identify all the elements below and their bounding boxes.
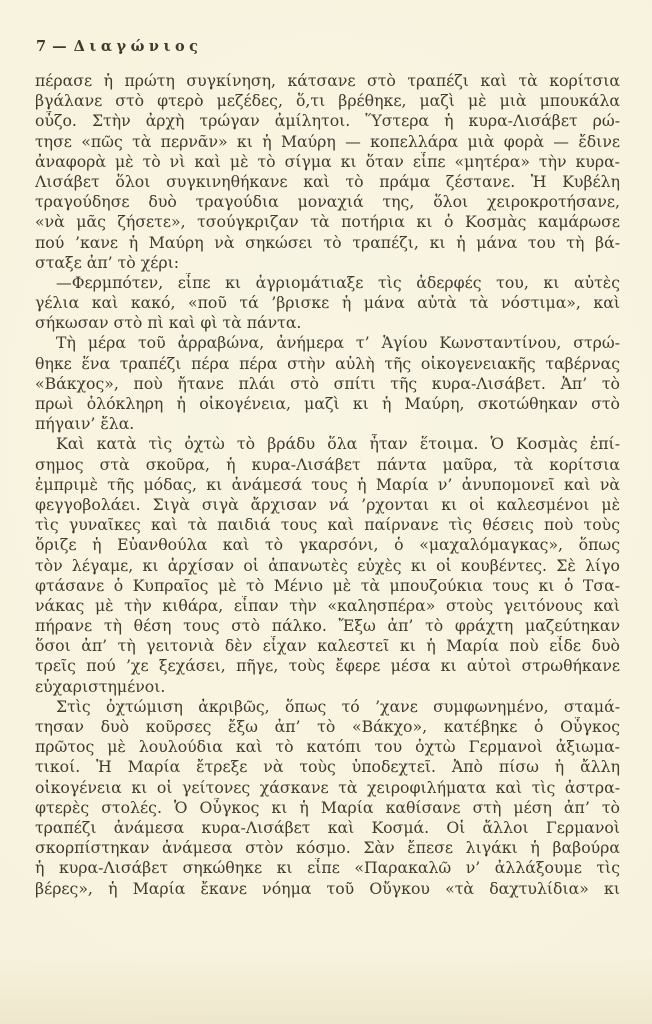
text-line: ἀναφορὰ μὲ τὸ νὶ καὶ μὲ τὸ σίγμα κι ὅταν εἶπε «μητέρα» τὴν κυρα- [35, 151, 620, 171]
text-line: πέρασε ἡ πρώτη συγκίνηση, κάτσανε στὸ τραπέζι καὶ τὰ κορίτσια [35, 71, 620, 90]
text-line: πήρανε τὴ θέση τους στὸ πάλκο. Ἔξω ἀπ’ τὸ φράχτη μαζεύτηκαν [35, 616, 620, 636]
text-line: ὅριζε ἡ Εὐανθούλα καὶ τὸ γκαρσόνι, ὁ «μαχαλόμαγκας», ὅπως [35, 535, 620, 555]
text-line: Στὶς ὀχτώμιση ἀκριβῶς, ὅπως τό ’χανε συμφωνημένο, σταμά- [56, 696, 620, 716]
text-line: ἐμπριμὲ τῆς μόδας, κι ἀνάμεσά τους ἡ Μαρία ν’ ἀνυπομονεῖ καὶ νὰ [35, 474, 620, 494]
text-line: «νὰ μᾶς ζήσετε», τσούγκριζαν τὰ ποτήρια κι ὁ Κοσμὰς καμάρωσε [35, 212, 620, 232]
text-line: σταξε ἀπ’ τὸ χέρι: [35, 252, 180, 272]
text-line: νάκας μὲ τὴν κιθάρα, εἶπαν τὴν «καλησπέρα» στοὺς γειτόνους καὶ [35, 595, 620, 615]
text-line: Τὴ μέρα τοῦ ἀρραβώνα, ἀνήμερα τ’ Ἁγίου Κωνσταντίνου, στρώ- [56, 333, 620, 353]
text-line: πού ’κανε ἡ Μαύρη νὰ σηκώσει τὸ τραπέζι, κι ἡ μάνα του τὴ βά- [35, 232, 620, 252]
text-line: ἡ κυρα-Λισάβετ σηκώθηκε κι εἶπε «Παρακαλῶ ν’ ἀλλάξουμε τὶς [35, 858, 620, 878]
text-line: «Βάκχος», ποὺ ἤτανε πλάι στὸ σπίτι τῆς κυρα-Λισάβετ. Ἀπ’ τὸ [35, 373, 620, 393]
header-dash: — [52, 38, 68, 55]
running-head [36, 38, 202, 55]
text-line: τησαν δυὸ κοῦρσες ἔξω ἀπ’ τὸ «Βάκχο», κατέβηκε ὁ Οὖγκος [35, 717, 620, 736]
text-line: τὸν λέγαμε, κι ἀρχίσαν οἱ ἀπανωτὲς εὐχὲς κι οἱ κουβέντες. Σὲ λίγο [35, 555, 620, 575]
text-line: οἰκογένεια κι οἱ γείτονες χάσκανε τὰ χειροφιλήματα καὶ τὶς ἀστρα- [35, 777, 620, 797]
text-line: βγάλανε στὸ φτερὸ μεζέδες, ὅ,τι βρέθηκε, μαζὶ μὲ μιὰ μπουκάλα [35, 91, 620, 111]
text-line: θηκε ἕνα τραπέζι πέρα πέρα στὴν αὐλὴ τῆς οἰκογενειακῆς ταβέρνας [35, 353, 620, 373]
text-line: τραπέζι ἀνάμεσα κυρα-Λισάβετ καὶ Κοσμά. Οἱ ἄλλοι Γερμανοὶ [35, 817, 620, 837]
text-line: φεγγοβολάει. Σιγὰ σιγὰ ἄρχισαν νά ’ρχονται κι οἱ καλεσμένοι μὲ [35, 494, 620, 514]
text-line: οὖζο. Στὴν ἀρχὴ τρώγαν ἀμίλητοι. Ὕστερα ἡ κυρα-Λισάβετ ρώ- [35, 111, 620, 131]
text-line: φτάσανε ὁ Κυπραῖος μὲ τὸ Μένιο μὲ τὰ μπουζούκια τους κι ὁ Τσα- [35, 575, 620, 595]
text-line: τρεῖς πού ’χε ξεχάσει, πῆγε, τοὺς ἔφερε μέσα κι αὐτοὶ στρωθήκανε [35, 656, 620, 676]
text-line: εὐχαριστημένοι. [35, 676, 166, 696]
text-line: πρῶτος μὲ λουλούδια καὶ τὸ κατόπι του ὀχτὼ Γερμανοὶ ἀξιωμα- [35, 737, 620, 757]
text-line: τησε «πῶς τὰ περνᾶν» κι ἡ Μαύρη — κοπελλάρα μιὰ φορὰ — ἔδινε [35, 131, 620, 151]
text-line: Λισάβετ ὅλοι συγκινηθήκανε καὶ τὸ πράμα ζέστανε. Ἡ Κυβέλη [35, 171, 620, 191]
text-line: πήγαιν’ ἔλα. [35, 414, 135, 434]
text-line: —Φερμπότεν, εἶπε κι ἀγριομάτιαξε τὶς ἀδερφές του, κι αὐτὲς [56, 272, 620, 292]
text-line: Καὶ κατὰ τὶς ὀχτὼ τὸ βράδυ ὅλα ἦταν ἕτοιμα. Ὁ Κοσμὰς ἐπί- [56, 434, 620, 454]
text-line: σήκωσαν στὸ πὶ καὶ φὶ τὰ πάντα. [35, 313, 302, 333]
text-line: σημος στὰ σκοῦρα, ἡ κυρα-Λισάβετ πάντα μαῦρα, τὰ κορίτσια [35, 454, 620, 474]
journal-title: Διαγώνιος [73, 38, 203, 55]
text-line: φτερὲς στολές. Ὁ Οὖγκος κι ἡ Μαρία καθίσανε στὴ μέση ἀπ’ τὸ [35, 797, 620, 817]
text-line: σκορπίστηκαν ἀνάμεσα στὸν κόσμο. Σὰν ἔπεσε λιγάκι ἡ βαβούρα [35, 838, 620, 858]
text-line: βέρες», ἡ Μαρία ἔκανε νόημα τοῦ Οὔγκου «τὰ δαχτυλίδια» κι [35, 878, 620, 898]
page-body [35, 71, 620, 899]
text-line: τραγούδησε δυὸ τραγούδια μοναχιά της, ὅλοι χειροκροτήσανε, [35, 192, 620, 212]
text-line: γέλια καὶ κακό, «ποῦ τά ’βρισκε ἡ μάνα αὐτὰ τὰ νόστιμα», καὶ [35, 293, 620, 313]
page-number: 7 [36, 38, 48, 55]
text-line: πρωὶ ὁλόκληρη ἡ οἰκογένεια, μαζὶ κι ἡ Μαύρη, σκοτώθηκαν στὸ [35, 394, 620, 413]
text-line: τὶς γυναῖκες καὶ τὰ παιδιά τους καὶ παίρνανε τὶς θέσεις ποὺ τοὺς [35, 515, 620, 535]
text-line: τικοί. Ἡ Μαρία ἔτρεξε νὰ τοὺς ὑποδεχτεῖ. Ἀπὸ πίσω ἡ ἄλλη [35, 757, 620, 777]
text-line: ὅσοι ἀπ’ τὴ γειτονιὰ δὲν εἶχαν καλεστεῖ κι ἡ Μαρία ποὺ εἶδε δυὸ [35, 636, 620, 656]
